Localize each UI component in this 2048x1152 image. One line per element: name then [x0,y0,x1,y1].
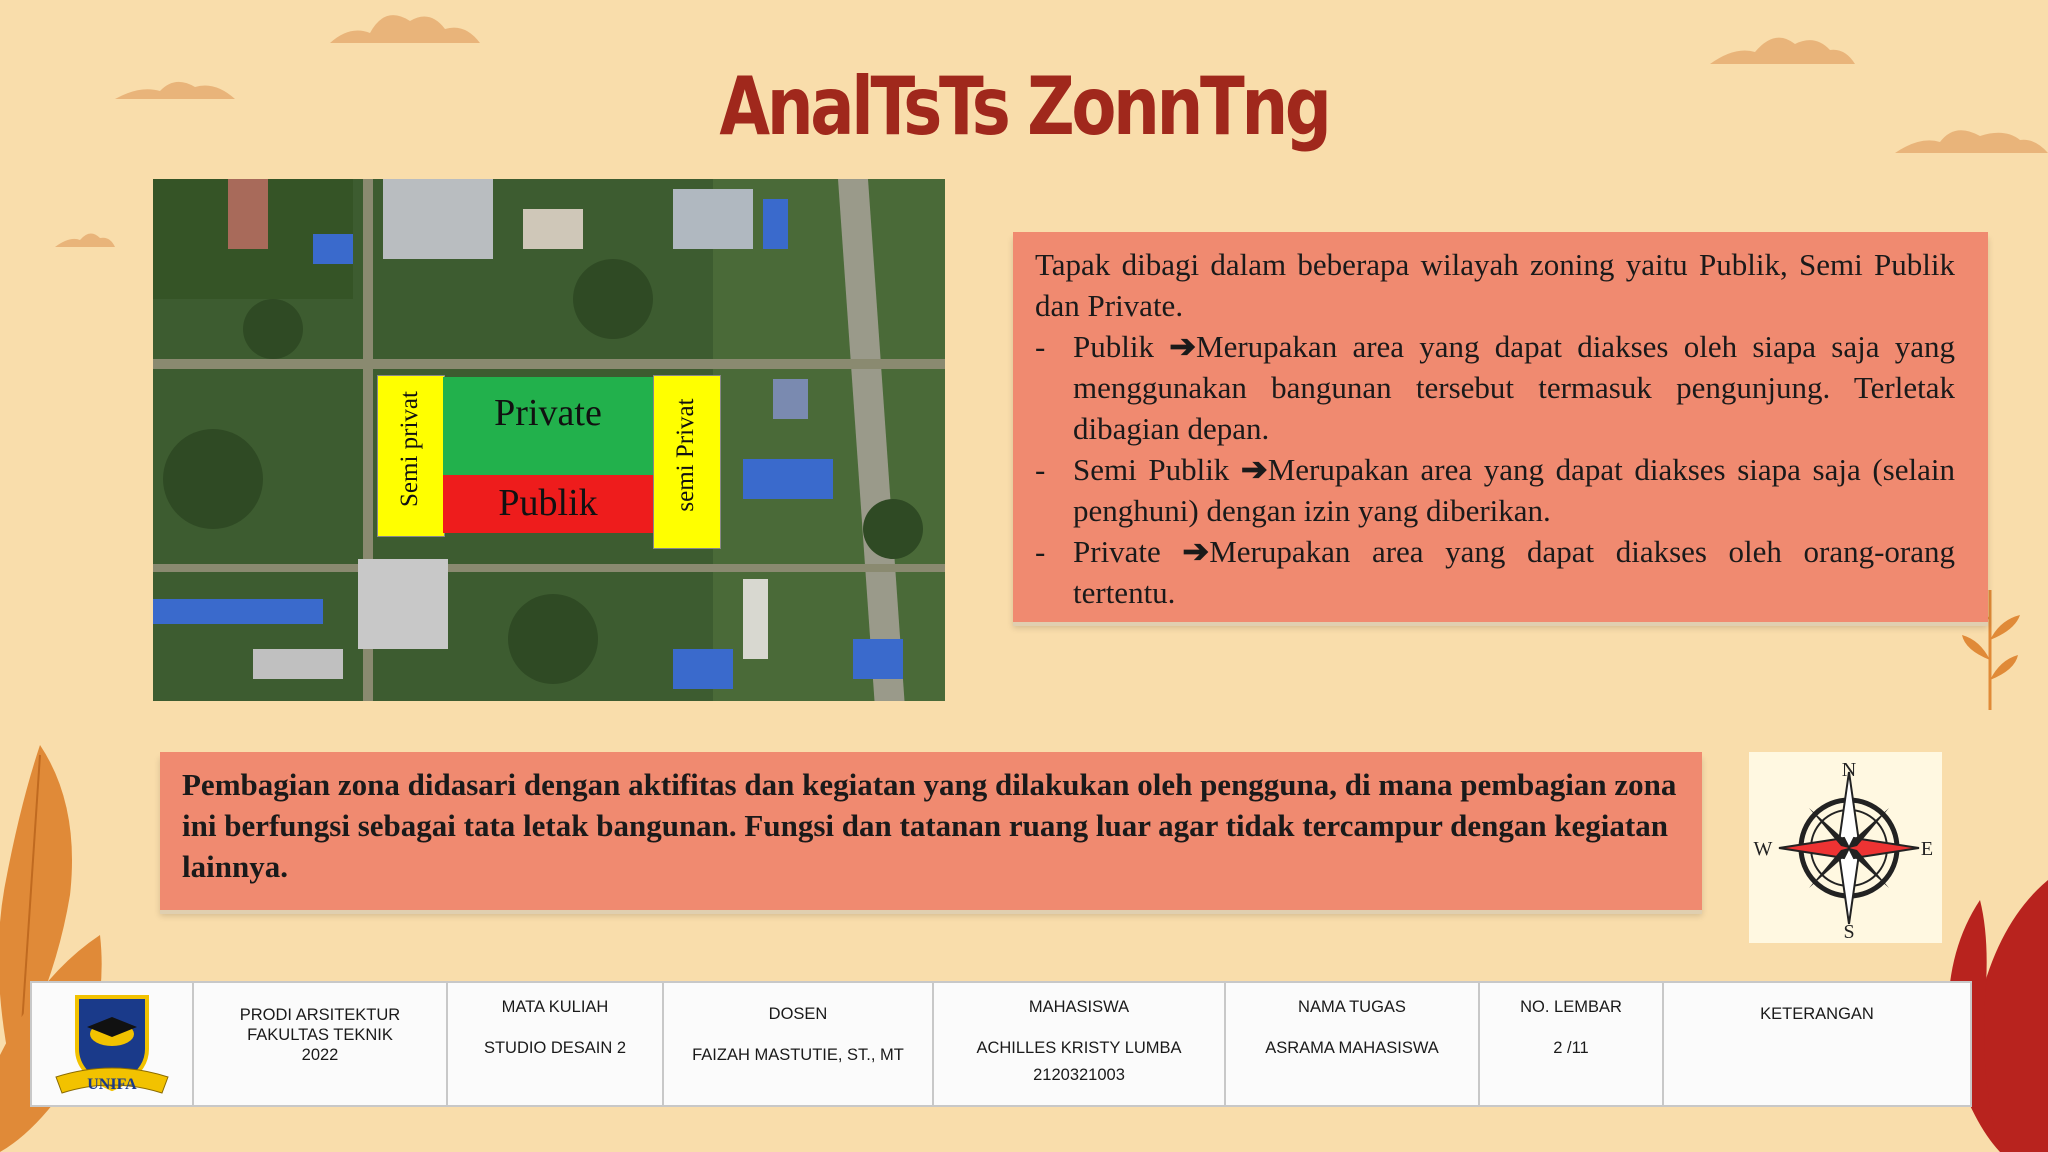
compass-rose [1749,752,1942,943]
footer-mata-kuliah-cell: MATA KULIAH STUDIO DESAIN 2 [448,983,664,1105]
compass-west: W [1753,838,1773,860]
zoning-intro: Tapak dibagi dalam beberapa wilayah zoning yaitu Publik, Semi Publik dan Private. [1035,247,1955,323]
unifa-logo [52,989,172,1099]
summary-text: Pembagian zona didasari dengan aktifitas dan kegiatan yang dilakukan oleh pengguna, di mana pembagian zona ini berfungsi sebagai tata letak bangunan. Fungsi dan tatanan ruang luar agar tidak tercampur dengan kegiatan lainnya. [182,767,1677,884]
compass-south: S [1843,921,1855,943]
footer-keterangan-cell: KETERANGAN [1760,1005,1874,1023]
compass-icon [1749,752,1942,943]
label-private: Private [494,392,602,434]
arrow-icon: ➔ [1169,328,1197,364]
zoning-description-box [1013,232,1988,622]
cloud-decoration-right [1895,122,2048,154]
list-item: - Publik ➔Merupakan area yang dapat diakses oleh siapa saja yang menggunakan bangunan tersebut termasuk pengunjung. Terletak dibagian depan. [1035,328,1955,446]
aerial-site-map [153,179,945,701]
list-item: - Private ➔Merupakan area yang dapat diakses oleh orang-orang tertentu. [1035,533,1956,610]
compass-east: E [1920,838,1934,860]
footer-nama-tugas-cell: NAMA TUGAS ASRAMA MAHASISWA [1226,983,1480,1105]
arrow-icon: ➔ [1240,451,1268,487]
list-item: - Semi Publik ➔Merupakan area yang dapat diakses siapa saja (selain penghuni) dengan izin yang diberikan. [1035,451,1955,528]
footer-dosen-cell: DOSEN FAIZAH MASTUTIE, ST., MT [664,983,934,1105]
page-title: AnalTsTs ZonnTng [719,60,1329,153]
footer-prodi-cell: PRODI ARSITEKTUR FAKULTAS TEKNIK 2022 [194,983,448,1105]
title-block-footer [30,981,1972,1107]
label-semi-private-right: semi Privat [672,398,699,512]
term-private: Private [1073,534,1183,569]
footer-logo-cell [32,983,194,1105]
footer-no-lembar-cell: NO. LEMBAR 2 /11 [1480,983,1664,1105]
label-publik: Publik [498,482,598,524]
logo-text: UNIFA [87,1076,137,1093]
compass-north: N [1841,759,1857,781]
term-publik: Publik [1073,329,1170,364]
label-semi-private-left: Semi privat [396,391,423,507]
footer-mahasiswa-cell: MAHASISWA ACHILLES KRISTY LUMBA 2120321003 [934,983,1226,1105]
arrow-icon: ➔ [1182,533,1210,569]
cloud-decoration-top [330,5,480,45]
zoning-list [1035,326,1955,613]
term-semi-publik: Semi Publik [1073,452,1241,487]
summary-box [160,752,1702,910]
cloud-decoration-small [55,228,115,248]
